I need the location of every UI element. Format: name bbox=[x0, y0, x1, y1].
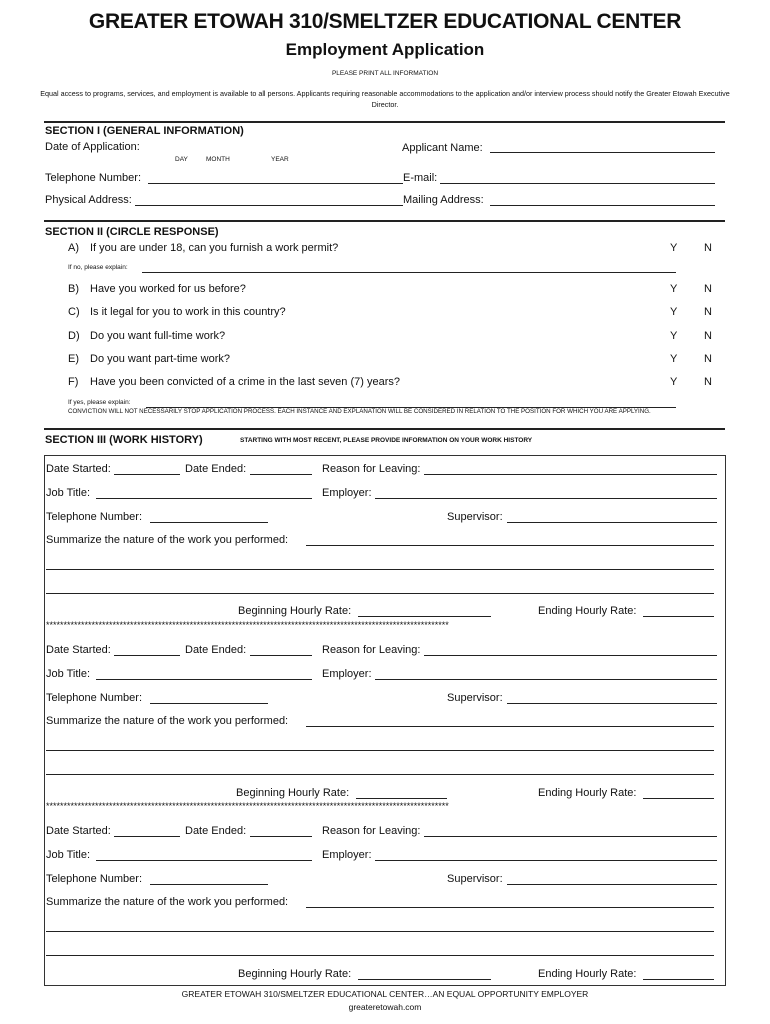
job-title-field[interactable] bbox=[96, 860, 312, 861]
summarize-label: Summarize the nature of the work you performed: bbox=[46, 534, 289, 546]
question-letter: C) bbox=[68, 306, 80, 318]
beginning-rate-field[interactable] bbox=[358, 979, 491, 980]
summarize-label: Summarize the nature of the work you performed: bbox=[46, 715, 289, 727]
if-no-explain-field[interactable] bbox=[142, 272, 676, 273]
employer-field[interactable] bbox=[375, 679, 717, 680]
date-started-field[interactable] bbox=[114, 836, 180, 837]
reason-label: Reason for Leaving: bbox=[322, 463, 421, 475]
reason-field[interactable] bbox=[424, 655, 717, 656]
telephone-label: Telephone Number: bbox=[46, 873, 143, 885]
question-text: Is it legal for you to work in this country? bbox=[90, 306, 286, 318]
no-option[interactable]: N bbox=[704, 283, 712, 295]
supervisor-label: Supervisor: bbox=[447, 873, 503, 885]
form-title: Employment Application bbox=[285, 40, 485, 59]
email-label: E-mail: bbox=[403, 172, 438, 184]
summary-field[interactable] bbox=[46, 955, 714, 956]
summary-field[interactable] bbox=[46, 931, 714, 932]
month-label: MONTH bbox=[206, 156, 230, 163]
ending-rate-label: Ending Hourly Rate: bbox=[538, 968, 637, 980]
date-ended-field[interactable] bbox=[250, 474, 312, 475]
yes-option[interactable]: Y bbox=[670, 242, 678, 254]
divider bbox=[44, 428, 725, 430]
job-title-field[interactable] bbox=[96, 498, 312, 499]
mailing-address-field[interactable] bbox=[490, 205, 715, 206]
applicant-name-label: Applicant Name: bbox=[402, 142, 483, 154]
telephone-field[interactable] bbox=[150, 884, 268, 885]
access-note: Equal access to programs, services, and employment is available to all persons. Applicants requiring reasonable accommodations to the application and/or interview process should notify the Greater Etowah Executive Director. bbox=[40, 89, 730, 109]
section3-heading: SECTION III (WORK HISTORY) bbox=[45, 434, 203, 446]
employer-label: Employer: bbox=[322, 849, 372, 861]
telephone-label: Telephone Number: bbox=[46, 511, 143, 523]
reason-label: Reason for Leaving: bbox=[322, 825, 421, 837]
question-text: Do you want part-time work? bbox=[90, 353, 230, 365]
employer-field[interactable] bbox=[375, 860, 717, 861]
summary-field[interactable] bbox=[46, 593, 714, 594]
date-started-label: Date Started: bbox=[46, 463, 111, 475]
telephone-label: Telephone Number: bbox=[45, 172, 142, 184]
if-no-explain-label: If no, please explain: bbox=[68, 264, 128, 271]
supervisor-label: Supervisor: bbox=[447, 692, 503, 704]
question-letter: D) bbox=[68, 330, 80, 342]
ending-rate-field[interactable] bbox=[643, 979, 714, 980]
applicant-name-field[interactable] bbox=[490, 152, 715, 153]
beginning-rate-label: Beginning Hourly Rate: bbox=[238, 605, 352, 617]
question-text: If you are under 18, can you furnish a work permit? bbox=[90, 242, 339, 254]
summary-field[interactable] bbox=[46, 774, 714, 775]
email-field[interactable] bbox=[440, 183, 715, 184]
divider bbox=[44, 220, 725, 222]
yes-option[interactable]: Y bbox=[670, 330, 678, 342]
date-started-field[interactable] bbox=[114, 474, 180, 475]
no-option[interactable]: N bbox=[704, 306, 712, 318]
date-started-field[interactable] bbox=[114, 655, 180, 656]
date-of-application-label: Date of Application: bbox=[45, 141, 140, 153]
date-ended-label: Date Ended: bbox=[185, 463, 247, 475]
no-option[interactable]: N bbox=[704, 353, 712, 365]
employer-label: Employer: bbox=[322, 668, 372, 680]
beginning-rate-field[interactable] bbox=[356, 798, 447, 799]
footer-website: greateretowah.com bbox=[348, 1002, 422, 1012]
beginning-rate-label: Beginning Hourly Rate: bbox=[236, 787, 350, 799]
summarize-label: Summarize the nature of the work you performed: bbox=[46, 896, 289, 908]
mailing-address-label: Mailing Address: bbox=[403, 194, 484, 206]
section3-subheading: STARTING WITH MOST RECENT, PLEASE PROVIDE INFORMATION ON YOUR WORK HISTORY bbox=[240, 437, 533, 444]
telephone-field[interactable] bbox=[150, 522, 268, 523]
reason-label: Reason for Leaving: bbox=[322, 644, 421, 656]
job-title-label: Job Title: bbox=[46, 487, 91, 499]
day-label: DAY bbox=[175, 156, 188, 163]
beginning-rate-field[interactable] bbox=[358, 616, 491, 617]
reason-field[interactable] bbox=[424, 474, 717, 475]
question-letter: B) bbox=[68, 283, 79, 295]
date-ended-label: Date Ended: bbox=[185, 825, 247, 837]
org-title: GREATER ETOWAH 310/SMELTZER EDUCATIONAL CENTER bbox=[88, 10, 682, 33]
ending-rate-label: Ending Hourly Rate: bbox=[538, 787, 637, 799]
summary-field[interactable] bbox=[306, 907, 714, 908]
no-option[interactable]: N bbox=[704, 330, 712, 342]
question-text: Have you worked for us before? bbox=[90, 283, 246, 295]
job-title-label: Job Title: bbox=[46, 668, 91, 680]
date-ended-field[interactable] bbox=[250, 836, 312, 837]
separator: ******************************************************************************************************************* bbox=[46, 801, 449, 811]
question-letter: A) bbox=[68, 242, 79, 254]
footer-line1: GREATER ETOWAH 310/SMELTZER EDUCATIONAL CENTER…AN EQUAL OPPORTUNITY EMPLOYER bbox=[181, 989, 589, 999]
job-title-field[interactable] bbox=[96, 679, 312, 680]
no-option[interactable]: N bbox=[704, 376, 712, 388]
yes-option[interactable]: Y bbox=[670, 283, 678, 295]
summary-field[interactable] bbox=[46, 750, 714, 751]
yes-option[interactable]: Y bbox=[670, 353, 678, 365]
date-started-label: Date Started: bbox=[46, 825, 111, 837]
supervisor-field[interactable] bbox=[507, 522, 717, 523]
telephone-label: Telephone Number: bbox=[46, 692, 143, 704]
conviction-note: CONVICTION WILL NOT NECESSARILY STOP APPLICATION PROCESS. EACH INSTANCE AND EXPLANATION WILL BE CONSIDERED IN RELATION TO THE POSITION FOR WHICH YOU ARE APPLYING. bbox=[68, 408, 651, 415]
ending-rate-field[interactable] bbox=[643, 798, 714, 799]
separator: ******************************************************************************************************************* bbox=[46, 620, 449, 630]
reason-field[interactable] bbox=[424, 836, 717, 837]
telephone-field[interactable] bbox=[150, 703, 268, 704]
summary-field[interactable] bbox=[306, 726, 714, 727]
telephone-field[interactable] bbox=[148, 183, 403, 184]
print-note: PLEASE PRINT ALL INFORMATION bbox=[331, 70, 439, 77]
question-letter: E) bbox=[68, 353, 79, 365]
year-label: YEAR bbox=[271, 156, 289, 163]
date-ended-field[interactable] bbox=[250, 655, 312, 656]
question-letter: F) bbox=[68, 376, 79, 388]
if-yes-explain-label: If yes, please explain: bbox=[68, 399, 131, 406]
yes-option[interactable]: Y bbox=[670, 306, 678, 318]
no-option[interactable]: N bbox=[704, 242, 712, 254]
ending-rate-field[interactable] bbox=[643, 616, 714, 617]
ending-rate-label: Ending Hourly Rate: bbox=[538, 605, 637, 617]
summary-field[interactable] bbox=[306, 545, 714, 546]
divider bbox=[44, 121, 725, 123]
question-text: Have you been convicted of a crime in the last seven (7) years? bbox=[90, 376, 400, 388]
section1-heading: SECTION I (GENERAL INFORMATION) bbox=[45, 125, 244, 137]
section2-heading: SECTION II (CIRCLE RESPONSE) bbox=[45, 226, 219, 238]
question-text: Do you want full-time work? bbox=[90, 330, 226, 342]
supervisor-label: Supervisor: bbox=[447, 511, 503, 523]
job-title-label: Job Title: bbox=[46, 849, 91, 861]
beginning-rate-label: Beginning Hourly Rate: bbox=[238, 968, 352, 980]
yes-option[interactable]: Y bbox=[670, 376, 678, 388]
summary-field[interactable] bbox=[46, 569, 714, 570]
supervisor-field[interactable] bbox=[507, 703, 717, 704]
date-started-label: Date Started: bbox=[46, 644, 111, 656]
date-ended-label: Date Ended: bbox=[185, 644, 247, 656]
physical-address-label: Physical Address: bbox=[45, 194, 132, 206]
physical-address-field[interactable] bbox=[135, 205, 403, 206]
employer-label: Employer: bbox=[322, 487, 372, 499]
employer-field[interactable] bbox=[375, 498, 717, 499]
supervisor-field[interactable] bbox=[507, 884, 717, 885]
